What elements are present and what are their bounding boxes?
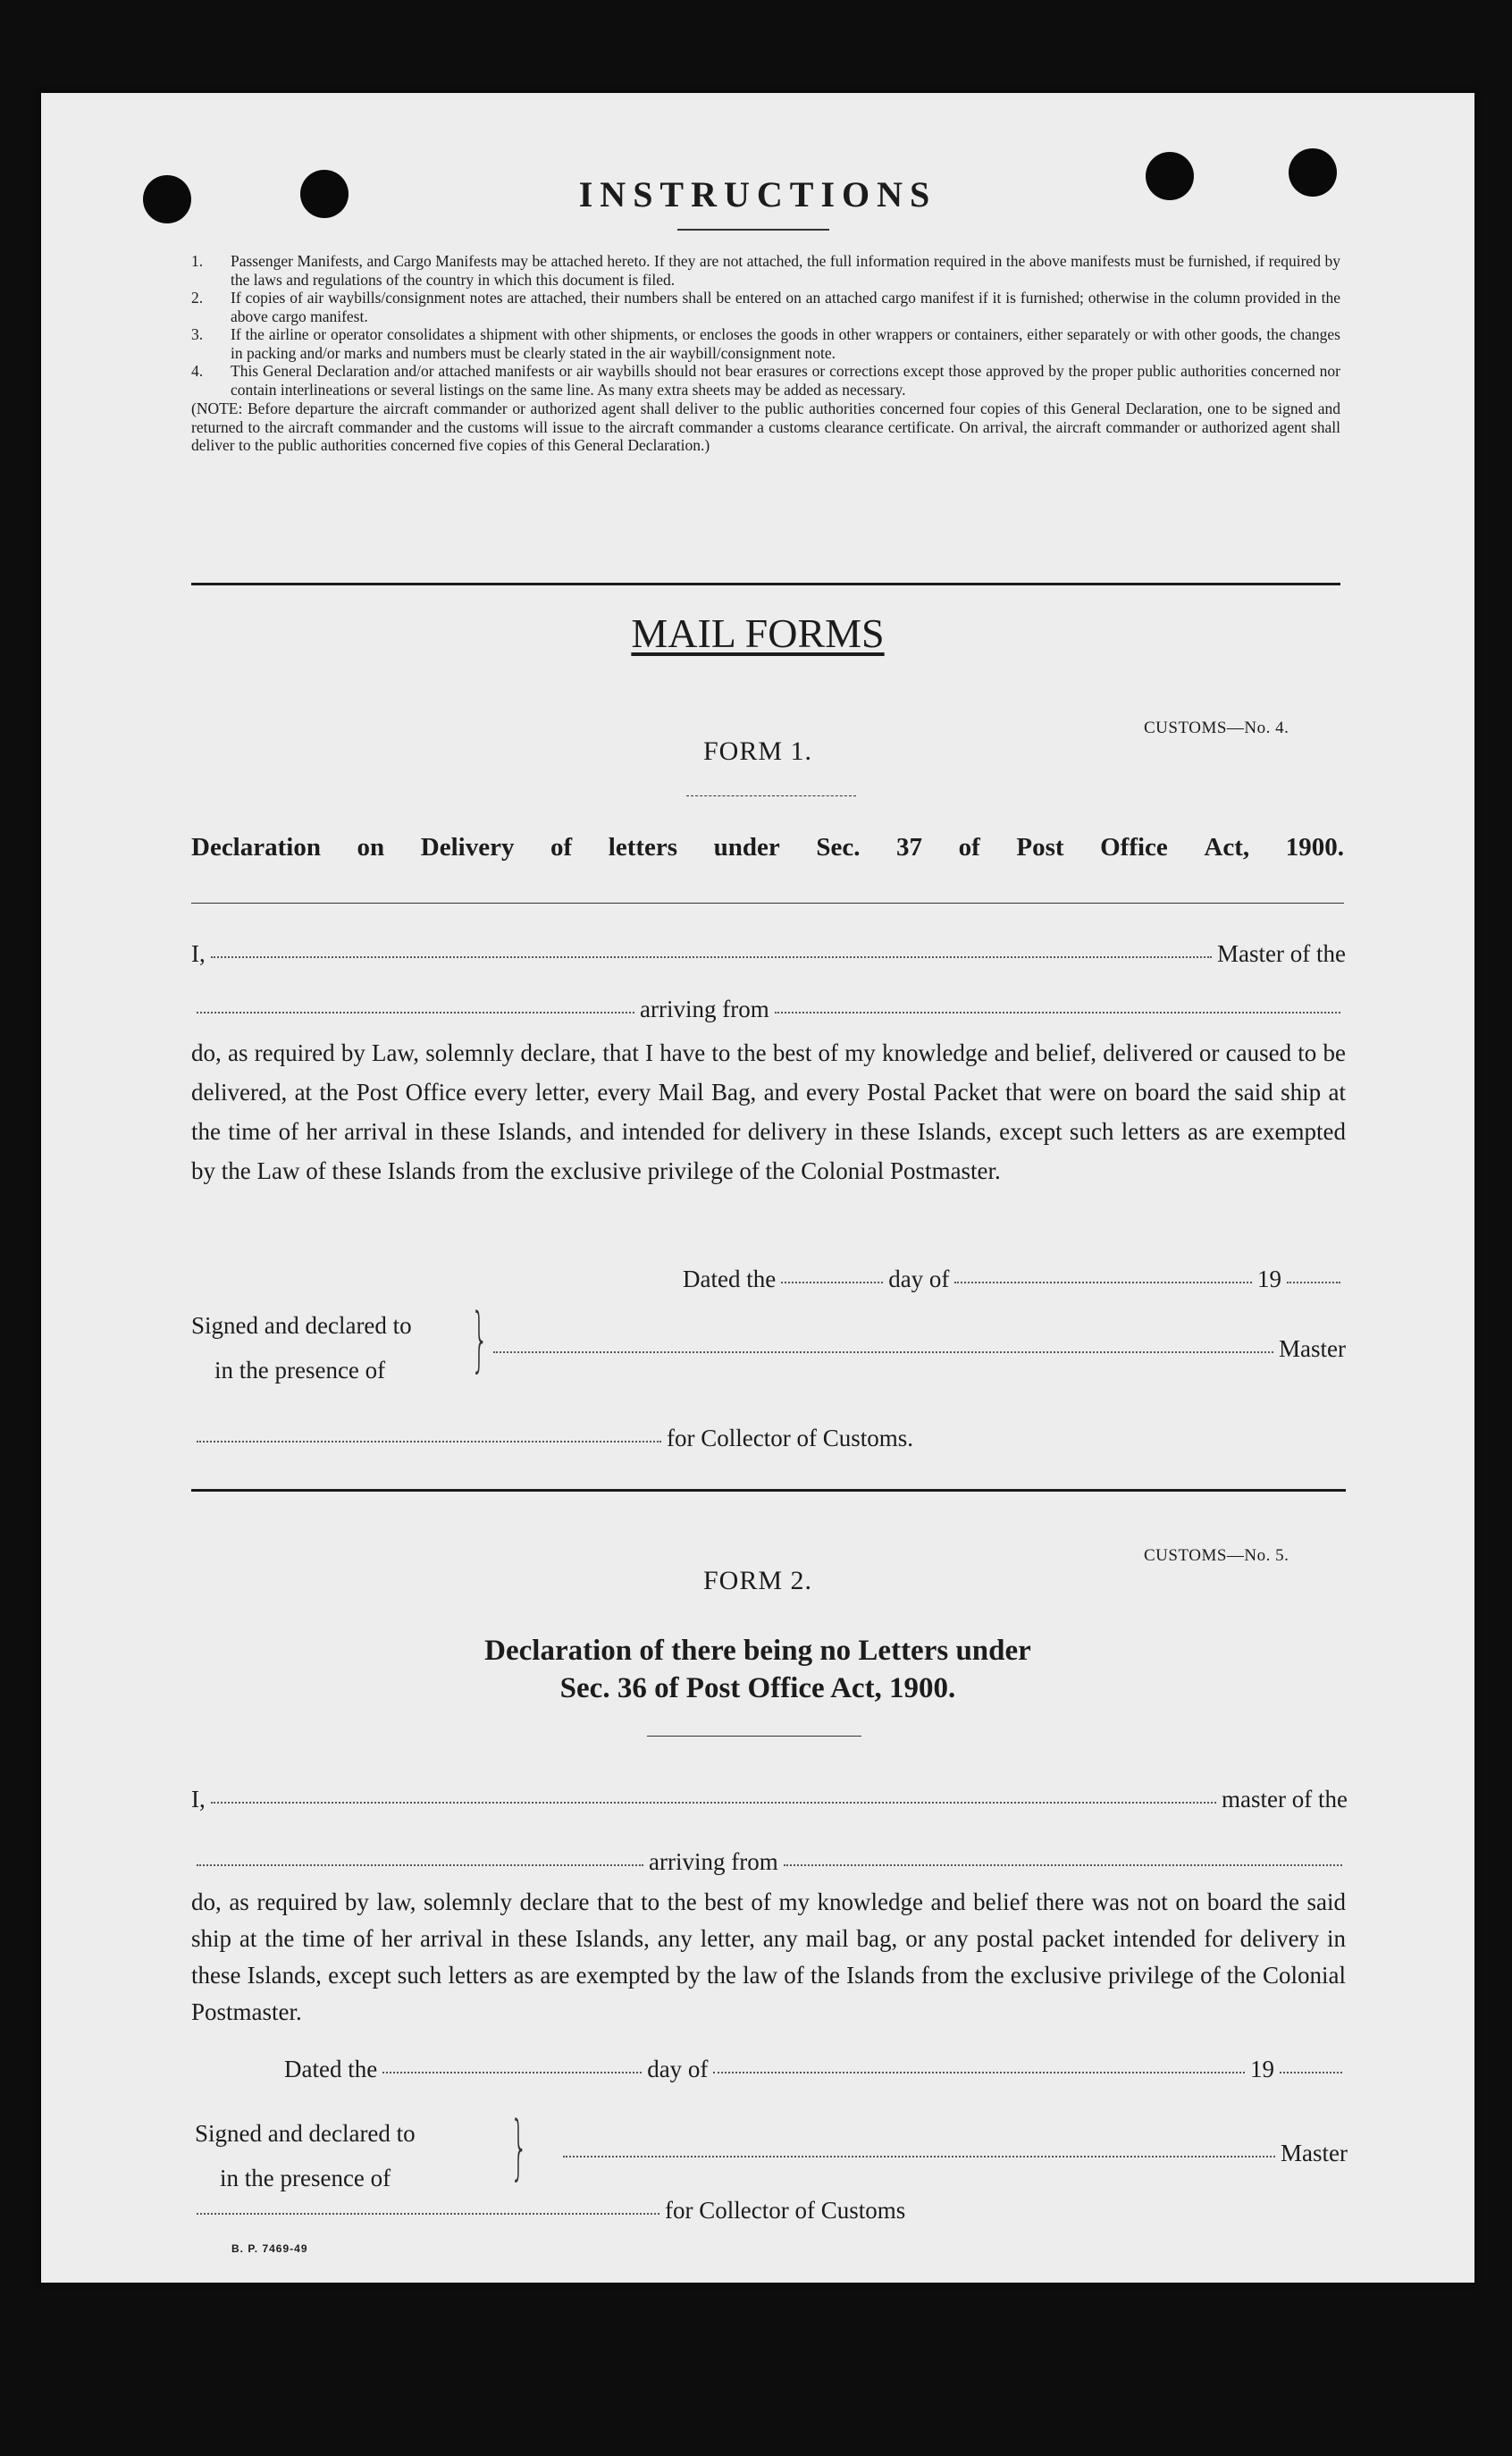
- form2-master-signature-field[interactable]: [563, 2156, 1275, 2157]
- decl-word: Office: [1100, 833, 1168, 862]
- form1-day-of-label: day of: [888, 1266, 950, 1292]
- decl-word: Post: [1016, 833, 1064, 862]
- instructions-note: (NOTE: Before departure the aircraft commander or authorized agent shall deliver to the public authorities concerned four copies of this General Declaration, one to be signed and returned to the aircraft commander and the customs will issue to the aircraft commander a customs clearance certificate. On arrival, the aircraft commander or authorized agent shall deliver to the public authorities concerned five copies of this General Declaration.): [191, 400, 1340, 454]
- decl-word: letters: [608, 833, 678, 862]
- form2-year-field[interactable]: [1280, 2072, 1342, 2073]
- form-divider: [191, 1489, 1346, 1492]
- decl-word: Sec.: [816, 833, 861, 862]
- form1-arriving-from-label: arriving from: [640, 996, 769, 1022]
- form1-master-name-field[interactable]: [211, 956, 1212, 958]
- decl-word: on: [357, 833, 385, 862]
- instruction-item: [191, 289, 1340, 325]
- form2-ship-name-field[interactable]: [197, 1864, 643, 1866]
- decl-word: Delivery: [420, 833, 515, 862]
- form2-day-of-label: day of: [647, 2056, 709, 2082]
- form1-collector-signature-field[interactable]: [197, 1441, 661, 1442]
- form2-declaration-title: [41, 1632, 1474, 1707]
- instruction-item: [191, 362, 1340, 399]
- instruction-number: 3.: [191, 325, 204, 343]
- form2-i-label: I,: [191, 1786, 206, 1813]
- form2-day-field[interactable]: [382, 2072, 642, 2073]
- instruction-item: [191, 325, 1340, 362]
- instructions-title: INSTRUCTIONS: [578, 174, 937, 214]
- decl-word: under: [713, 833, 780, 862]
- form1-i-label: I,: [191, 940, 206, 967]
- decl-word: Act,: [1204, 833, 1250, 862]
- form2-master-label: Master: [1281, 2140, 1348, 2166]
- print-code: B. P. 7469-49: [231, 2242, 308, 2255]
- instruction-item: [191, 252, 1340, 289]
- instruction-text: If copies of air waybills/consignment notes are attached, their numbers shall be entered on an attached cargo manifest if it is furnished; otherwise in the column provided in the above cargo manifest.: [231, 289, 1340, 325]
- instruction-text: Passenger Manifests, and Cargo Manifests may be attached hereto. If they are not attached, the full information required in the above manifests must be furnished, if required by the laws and regulations of the country in which this document is filed.: [231, 252, 1340, 289]
- form1-brace: }: [470, 1299, 489, 1380]
- form1-collector-line: [191, 1425, 995, 1452]
- form1-month-field[interactable]: [954, 1282, 1252, 1283]
- instruction-number: 4.: [191, 362, 204, 380]
- form1-master-of-label: Master of the: [1217, 940, 1346, 967]
- form2-declaration-body: do, as required by law, solemnly declare that to the best of my knowledge and belief there was not on board the said ship at the time of her arrival in these Islands, any letter, any mail bag, or any postal packet intended for delivery in these Islands, except such letters as are exempted by the law of the Islands from the exclusive privilege of the Colonial Postmaster.: [191, 1888, 1346, 2025]
- form2-collector-line: [191, 2197, 995, 2225]
- form2-arriving-from-field[interactable]: [784, 1864, 1342, 1866]
- form1-declaration-title: [191, 833, 1344, 862]
- mail-forms-title: MAIL FORMS: [631, 610, 885, 656]
- decl-word: of: [550, 833, 573, 862]
- decl-word: 1900.: [1285, 833, 1344, 862]
- form2-title-line1: Declaration of there being no Letters under: [484, 1635, 1031, 1667]
- form1-signed-line1: Signed and declared to: [191, 1312, 412, 1339]
- form2-signed-line2: in the presence of: [220, 2165, 391, 2191]
- section-divider: [191, 583, 1340, 585]
- form2-dated-the-label: Dated the: [284, 2056, 378, 2082]
- form2-year-prefix: 19: [1250, 2056, 1274, 2082]
- form2-signed-line1: Signed and declared to: [195, 2120, 416, 2147]
- form1-year-field[interactable]: [1287, 1282, 1340, 1283]
- decl-word: 37: [896, 833, 923, 862]
- form2-customs-number: CUSTOMS—No. 5.: [1144, 1546, 1289, 1565]
- form2-collector-signature-field[interactable]: [197, 2213, 659, 2215]
- form2-master-of-label: master of the: [1222, 1786, 1348, 1813]
- form2-master-name-field[interactable]: [211, 1802, 1216, 1804]
- form1-customs-number: CUSTOMS—No. 4.: [1144, 719, 1289, 737]
- instruction-text: This General Declaration and/or attached manifests or air waybills should not bear erasures or corrections except those approved by the proper public authorities concerned nor contain interlineations or several listings on the same line. As many extra sheets may be added as necessary.: [231, 362, 1340, 399]
- form1-master-line: [191, 940, 1346, 968]
- form1-declaration-body: do, as required by Law, solemnly declare, that I have to the best of my knowledge and belief, delivered or caused to be delivered, at the Post Office every letter, every Mail Bag, and every Postal Packet that were on board the said ship at the time of her arrival in these Islands, and intended for delivery in these Islands, except such letters as are exempted by the Law of these Islands from the exclusive privilege of the Colonial Postmaster.: [191, 1039, 1346, 1184]
- form2-dated-line: [284, 2056, 1348, 2083]
- decl-word: Declaration: [191, 833, 321, 862]
- form1-signed-label: [191, 1303, 412, 1392]
- form1-dated-the-label: Dated the: [683, 1266, 777, 1292]
- form1-title-rule: [191, 903, 1344, 904]
- form1-day-field[interactable]: [781, 1282, 883, 1283]
- form1-dated-line: [683, 1266, 1346, 1293]
- form1-master-signature-line: [488, 1335, 1346, 1363]
- form2-ship-line: [191, 1848, 1348, 1876]
- instruction-number: 2.: [191, 289, 204, 307]
- form1-ship-line: [191, 996, 1346, 1023]
- form2-brace: }: [509, 2107, 528, 2188]
- form2-signed-label: [195, 2111, 416, 2200]
- form2-collector-label: for Collector of Customs: [665, 2197, 906, 2224]
- form2-title-line2: Sec. 36 of Post Office Act, 1900.: [559, 1672, 956, 1704]
- form1-master-label: Master: [1279, 1335, 1346, 1362]
- document-page: [41, 93, 1474, 2283]
- instructions-underline: [677, 229, 829, 231]
- form2-heading: FORM 2.: [702, 1566, 813, 1595]
- form2-month-field[interactable]: [713, 2072, 1245, 2073]
- form2-title-rule: [647, 1736, 861, 1737]
- form1-heading: FORM 1.: [702, 736, 813, 766]
- form1-master-signature-field[interactable]: [493, 1351, 1273, 1353]
- form1-year-prefix: 19: [1257, 1266, 1281, 1292]
- form2-master-line: [191, 1786, 1348, 1813]
- instruction-number: 1.: [191, 252, 204, 270]
- form2-arriving-from-label: arriving from: [649, 1848, 778, 1875]
- instruction-text: If the airline or operator consolidates a shipment with other shipments, or encloses the goods in other wrappers or containers, either separately or with other goods, the changes in packing and/or marks and numbers must be clearly stated in the air waybill/consignment note.: [231, 325, 1340, 362]
- form1-arriving-from-field[interactable]: [775, 1012, 1340, 1014]
- form1-collector-label: for Collector of Customs.: [667, 1425, 913, 1451]
- decl-word: of: [958, 833, 980, 862]
- form1-signed-line2: in the presence of: [214, 1357, 386, 1384]
- form1-heading-rule: [686, 795, 856, 796]
- instructions-list: [191, 252, 1340, 455]
- form1-ship-name-field[interactable]: [197, 1012, 634, 1014]
- form2-master-signature-line: [558, 2140, 1348, 2167]
